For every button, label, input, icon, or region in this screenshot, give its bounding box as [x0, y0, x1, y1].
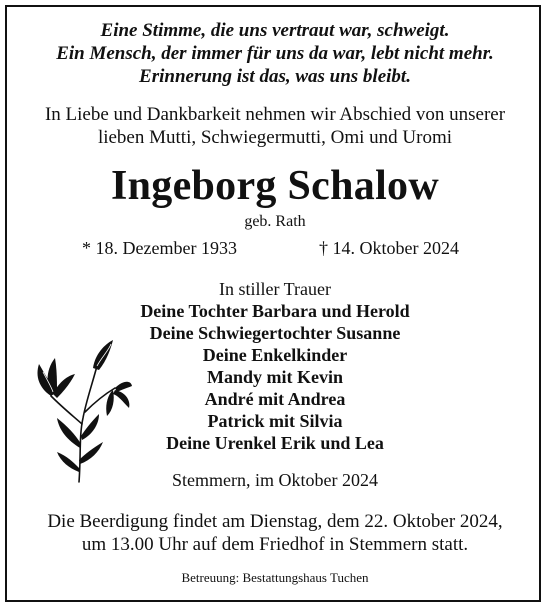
mourner-line: Deine Schwiegertochter Susanne — [149, 323, 401, 343]
mourner-line: Deine Enkelkinder — [202, 345, 348, 365]
lily-flower-icon — [33, 336, 133, 484]
mourner-line: André mit Andrea — [204, 389, 346, 409]
motto-line-3: Erinnerung ist das, was uns bleibt. — [139, 66, 411, 87]
funeral-line-1: Die Beerdigung findet am Dienstag, dem 22. Oktober 2024, — [47, 511, 503, 532]
mourner-line: Mandy mit Kevin — [206, 367, 343, 387]
intro-line-2: lieben Mutti, Schwiegermutti, Omi und Uromi — [97, 127, 453, 148]
mourner-line: Patrick mit Silvia — [207, 411, 343, 431]
mourner-line: Deine Tochter Barbara und Herold — [140, 301, 410, 321]
place-date: Stemmern, im Oktober 2024 — [172, 470, 378, 490]
motto-line-1: Eine Stimme, die uns vertraut war, schweigt. — [100, 20, 450, 41]
intro-line-1: In Liebe und Dankbarkeit nehmen wir Abschied von unserer — [44, 104, 506, 125]
mourners-heading: In stiller Trauer — [219, 279, 331, 299]
maiden-name: geb. Rath — [244, 213, 306, 230]
mourner-line: Deine Urenkel Erik und Lea — [166, 433, 384, 453]
death-date: † 14. Oktober 2024 — [319, 238, 459, 258]
birth-date: * 18. Dezember 1933 — [82, 238, 237, 258]
motto-line-2: Ein Mensch, der immer für uns da war, lebt nicht mehr. — [56, 43, 494, 64]
care-credit: Betreuung: Bestattungshaus Tuchen — [181, 570, 369, 585]
funeral-line-2: um 13.00 Uhr auf dem Friedhof in Stemmern statt. — [81, 534, 469, 555]
deceased-name: Ingeborg Schalow — [110, 163, 439, 209]
